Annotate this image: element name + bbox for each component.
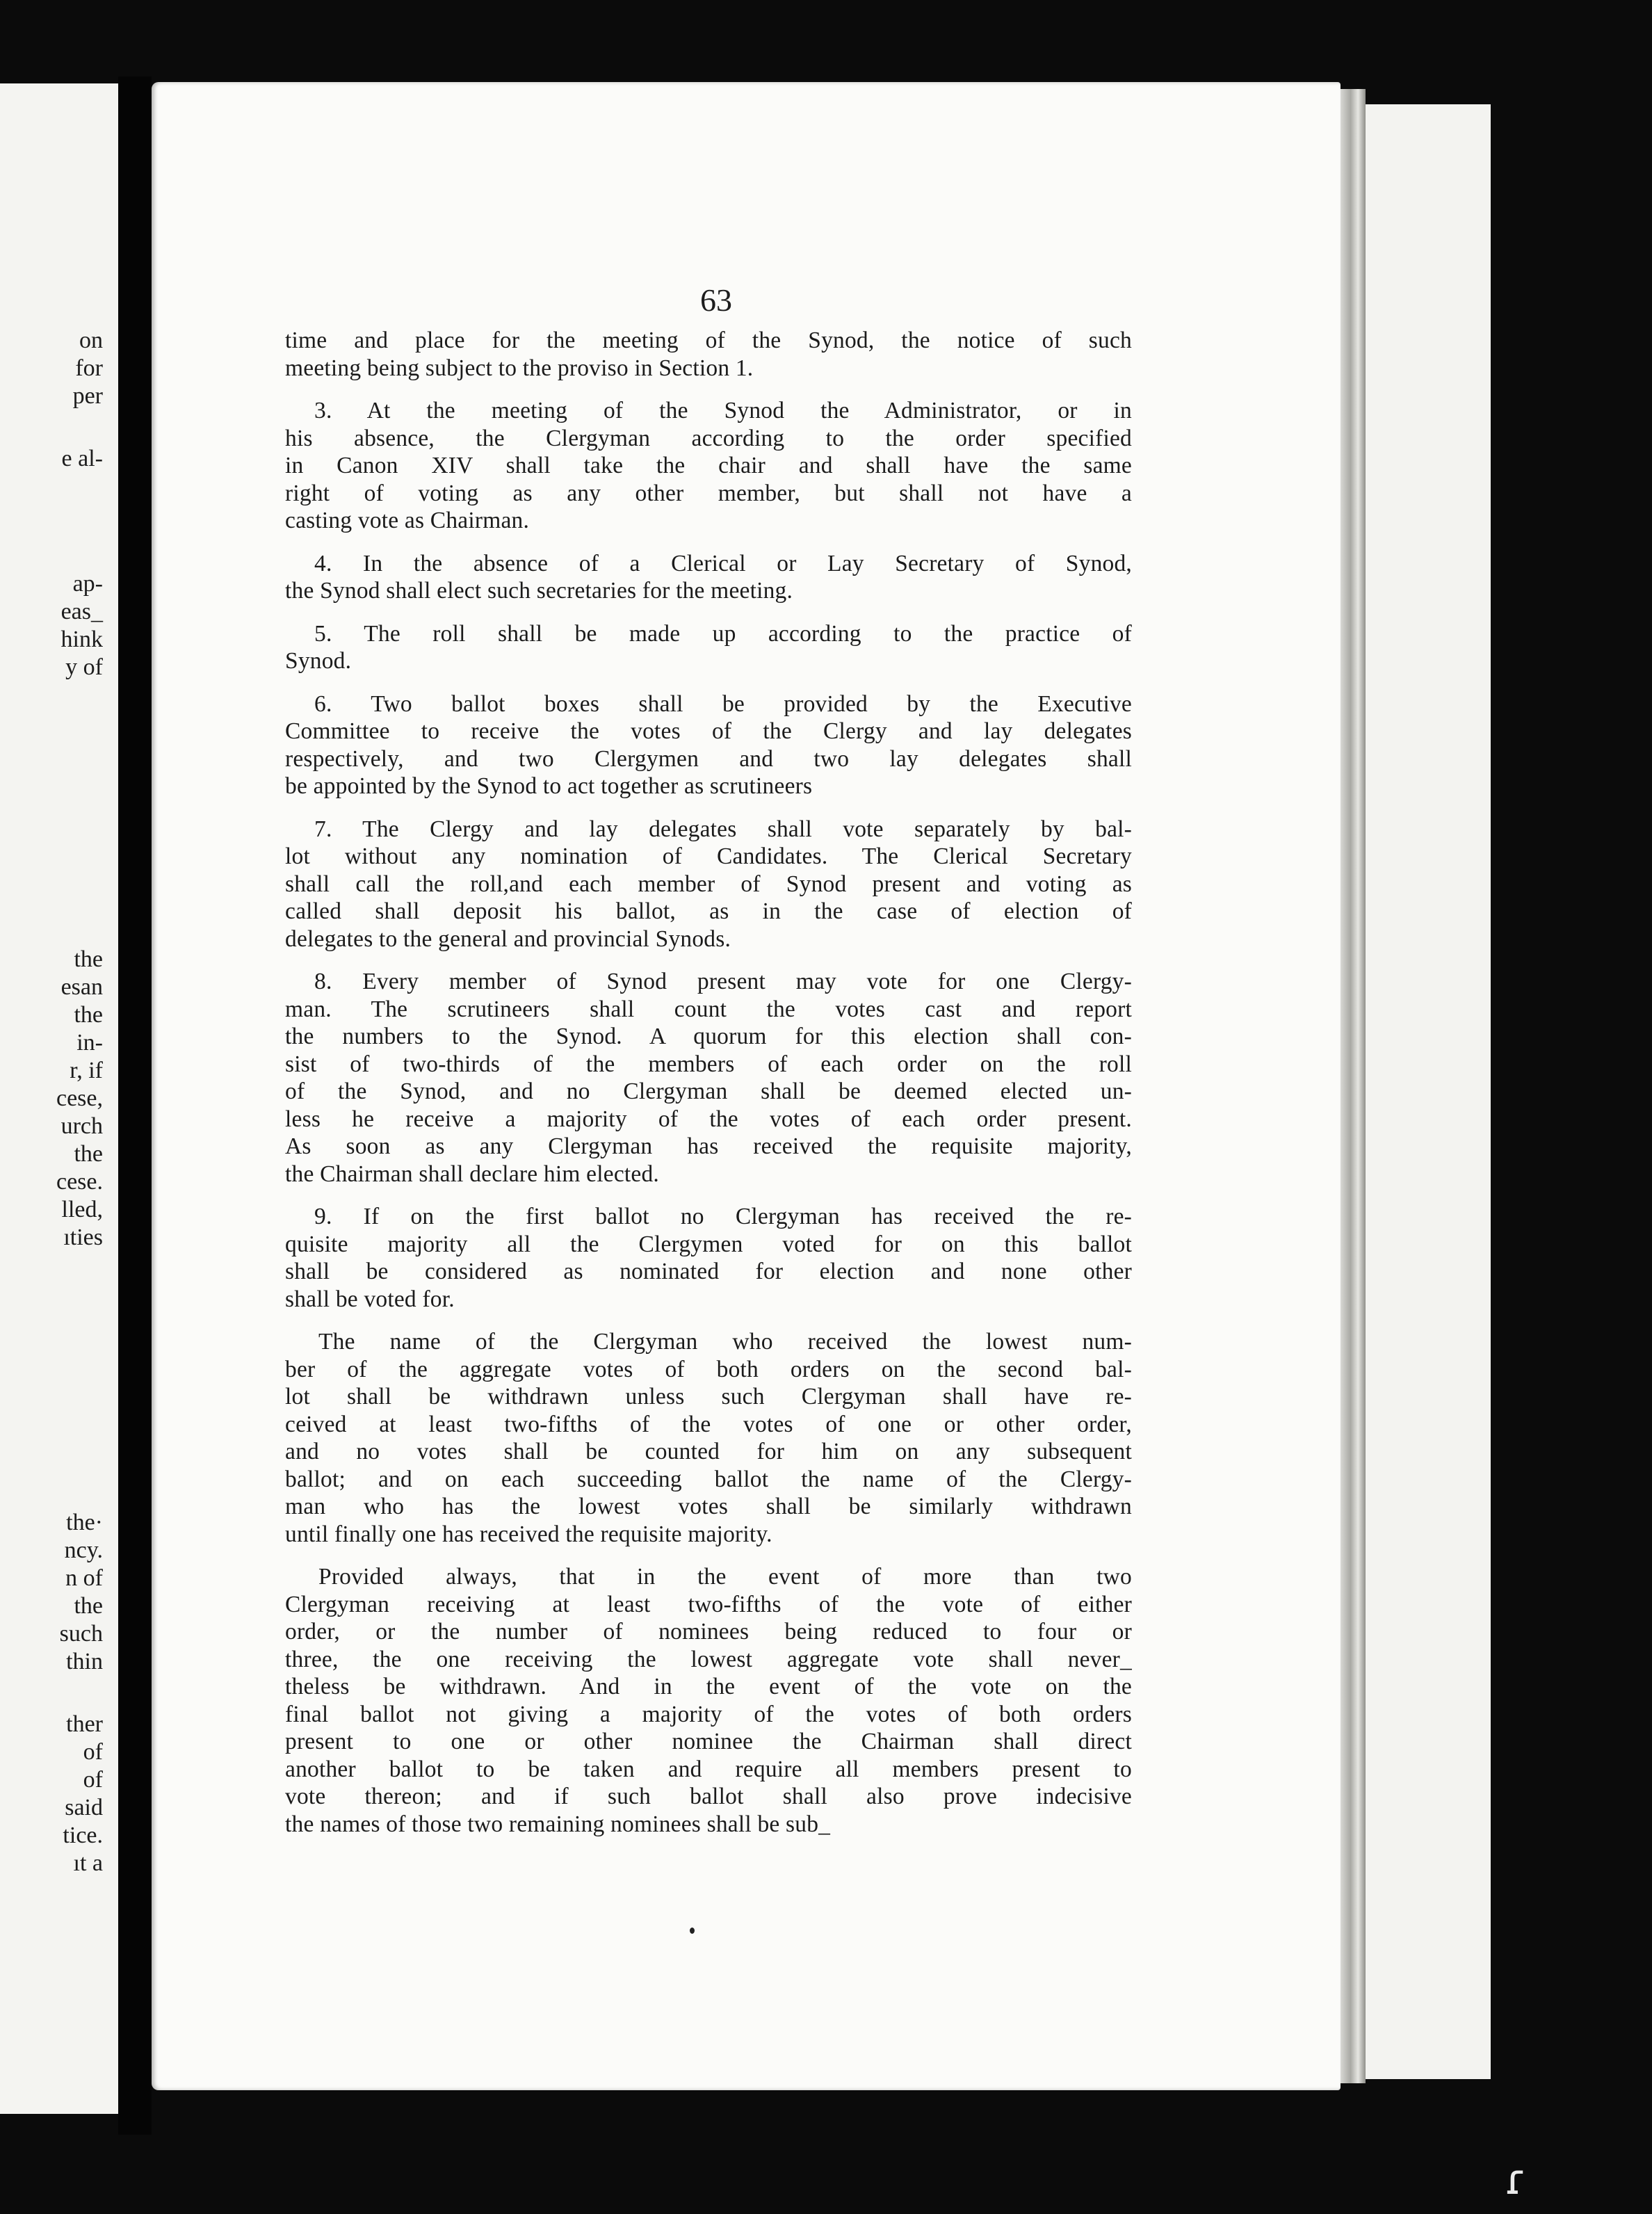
text-line: Clergyman receiving at least two-fifths of the vote of either — [285, 1591, 1132, 1617]
facing-page-text-fragment: ncy. — [64, 1537, 103, 1563]
facing-page-text-fragment: lled, — [61, 1197, 103, 1222]
paragraph — [285, 397, 1132, 535]
paragraph — [285, 816, 1132, 953]
paragraph — [285, 1563, 1132, 1838]
text-line: the numbers to the Synod. A quorum for this election shall con- — [285, 1024, 1132, 1049]
facing-page-text-fragment: e al- — [61, 446, 103, 471]
text-line: 8. Every member of Synod present may vote for one Clergy- — [314, 969, 1132, 994]
text-line: vote thereon; and if such ballot shall also prove indecisive — [285, 1784, 1132, 1809]
ink-dot — [690, 1928, 695, 1934]
text-line: present to one or other nominee the Chairman shall direct — [285, 1729, 1132, 1754]
text-line: until finally one has received the requisite majority. — [285, 1521, 772, 1547]
book-gutter — [118, 76, 152, 2135]
text-line: casting vote as Chairman. — [285, 508, 530, 533]
facing-page-text-fragment: urch — [60, 1113, 103, 1139]
facing-page-text-fragment: per — [72, 383, 103, 409]
text-line: of the Synod, and no Clergyman shall be deemed elected un- — [285, 1078, 1132, 1104]
text-line: called shall deposit his ballot, as in the case of election of — [285, 898, 1132, 924]
paragraph — [285, 1203, 1132, 1313]
facing-page-text-fragment: the — [74, 1002, 103, 1028]
facing-page-text-fragment: cese. — [56, 1169, 103, 1195]
text-line: delegates to the general and provincial Synods. — [285, 926, 731, 952]
facing-page-text-fragment: the· — [66, 1510, 103, 1535]
text-line: Provided always, that in the event of more than two — [318, 1564, 1132, 1590]
facing-page-text-fragment: the — [74, 1141, 103, 1167]
text-line: another ballot to be taken and require all members present to — [285, 1756, 1132, 1782]
paragraph-gap — [285, 953, 1132, 968]
text-line: ballot; and on each succeeding ballot the name of the Clergy- — [285, 1466, 1132, 1492]
text-line: shall be voted for. — [285, 1286, 455, 1312]
text-line: right of voting as any other member, but shall not have a — [285, 480, 1132, 506]
paragraph — [285, 690, 1132, 800]
facing-page-text-fragment: ap- — [72, 571, 103, 597]
facing-page-text-fragment: cese, — [56, 1085, 103, 1111]
text-line: ber of the aggregate votes of both orders on the second bal- — [285, 1356, 1132, 1382]
text-line: Synod. — [285, 648, 352, 674]
text-line: lot shall be withdrawn unless such Clergyman shall have re- — [285, 1384, 1132, 1409]
text-line: ceived at least two-fifths of the votes of one or other order, — [285, 1411, 1132, 1437]
paragraph — [285, 1328, 1132, 1548]
facing-page-text-fragment: n of — [65, 1565, 103, 1591]
text-line: 9. If on the first ballot no Clergyman has received the re- — [314, 1204, 1132, 1229]
facing-page-text-fragment: such — [59, 1621, 103, 1647]
text-line: sist of two-thirds of the members of each order on the roll — [285, 1051, 1132, 1077]
text-line: shall call the roll,and each member of Synod present and voting as — [285, 871, 1132, 897]
paragraph-gap — [285, 535, 1132, 550]
paragraph-gap — [285, 675, 1132, 690]
text-line: man who has the lowest votes shall be similarly withdrawn — [285, 1494, 1132, 1519]
text-line: meeting being subject to the proviso in Section 1. — [285, 355, 754, 381]
facing-page-text-fragment: said — [65, 1795, 103, 1820]
facing-page-text-fragment: thin — [66, 1649, 103, 1674]
text-line: the names of those two remaining nominees shall be sub_ — [285, 1811, 831, 1837]
paragraph-gap — [285, 382, 1132, 397]
text-line: 4. In the absence of a Clerical or Lay Secretary of Synod, — [314, 550, 1132, 576]
text-line: theless be withdrawn. And in the event of the vote on the — [285, 1674, 1132, 1699]
paragraph — [285, 968, 1132, 1188]
text-line: 6. Two ballot boxes shall be provided by the Executive — [314, 690, 1132, 717]
facing-page-text-fragment: ther — [66, 1711, 103, 1737]
paragraph-gap — [285, 1548, 1132, 1563]
text-line: order, or the number of nominees being reduced to four or — [285, 1619, 1132, 1645]
page-edge — [1341, 89, 1366, 2083]
facing-page-text-fragment: tice. — [63, 1823, 103, 1848]
text-line: 7. The Clergy and lay delegates shall vote separately by bal- — [314, 816, 1132, 842]
text-line: be appointed by the Synod to act together as scrutineers — [285, 773, 813, 799]
text-line: in Canon XIV shall take the chair and shall have the same — [285, 453, 1132, 478]
facing-page-text-fragment: hink — [60, 627, 103, 652]
text-line: three, the one receiving the lowest aggregate vote shall never_ — [285, 1646, 1132, 1672]
text-line: 5. The roll shall be made up according to the practice of — [314, 620, 1132, 647]
paragraph-gap — [285, 605, 1132, 620]
paragraph — [285, 550, 1132, 605]
facing-page-text-fragment: esan — [60, 974, 103, 1000]
text-line: shall be considered as nominated for election and none other — [285, 1259, 1132, 1284]
text-line: 3. At the meeting of the Synod the Administrator, or in — [314, 398, 1132, 423]
facing-page-text-fragment: the — [74, 946, 103, 972]
facing-page-text-fragment: y of — [65, 654, 103, 680]
facing-page-text-fragment: of — [83, 1739, 103, 1765]
corner-mark: ɾ — [1505, 2156, 1527, 2204]
facing-page-text-fragment: in- — [76, 1030, 103, 1056]
text-line: final ballot not giving a majority of the votes of both orders — [285, 1701, 1132, 1727]
facing-page-text-fragment: ıties — [63, 1225, 103, 1250]
body-text — [285, 327, 1132, 1838]
text-line: the Synod shall elect such secretaries for the meeting. — [285, 578, 793, 604]
paragraph-gap — [285, 1313, 1132, 1328]
text-line: man. The scrutineers shall count the votes cast and report — [285, 996, 1132, 1022]
text-line: As soon as any Clergyman has received the requisite majority, — [285, 1133, 1132, 1159]
paragraph-gap — [285, 800, 1132, 816]
facing-page-fragment — [0, 83, 118, 2114]
text-line: time and place for the meeting of the Synod, the notice of such — [285, 328, 1132, 353]
text-line: lot without any nomination of Candidates. The Clerical Secretary — [285, 843, 1132, 869]
text-line: Committee to receive the votes of the Clergy and lay delegates — [285, 718, 1132, 744]
paragraph — [285, 620, 1132, 675]
facing-page-text-fragment: ıt a — [73, 1850, 103, 1876]
paragraph — [285, 327, 1132, 382]
facing-page-text-fragment: for — [75, 355, 103, 381]
facing-page-text-fragment: eas_ — [60, 599, 103, 624]
text-line: The name of the Clergyman who received the lowest num- — [318, 1329, 1132, 1355]
text-line: less he receive a majority of the votes of each order present. — [285, 1106, 1132, 1132]
back-board — [1366, 104, 1491, 2079]
facing-page-text-fragment: r, if — [70, 1058, 103, 1083]
facing-page-text-fragment: the — [74, 1593, 103, 1619]
text-line: the Chairman shall declare him elected. — [285, 1161, 659, 1187]
facing-page-text-fragment: of — [83, 1767, 103, 1793]
facing-page-text-fragment: on — [79, 328, 103, 353]
paragraph-gap — [285, 1188, 1132, 1203]
page-number: 63 — [700, 282, 732, 318]
text-line: quisite majority all the Clergymen voted for on this ballot — [285, 1231, 1132, 1257]
text-line: respectively, and two Clergymen and two lay delegates shall — [285, 745, 1132, 772]
text-line: his absence, the Clergyman according to the order specified — [285, 425, 1132, 451]
text-line: and no votes shall be counted for him on any subsequent — [285, 1439, 1132, 1464]
